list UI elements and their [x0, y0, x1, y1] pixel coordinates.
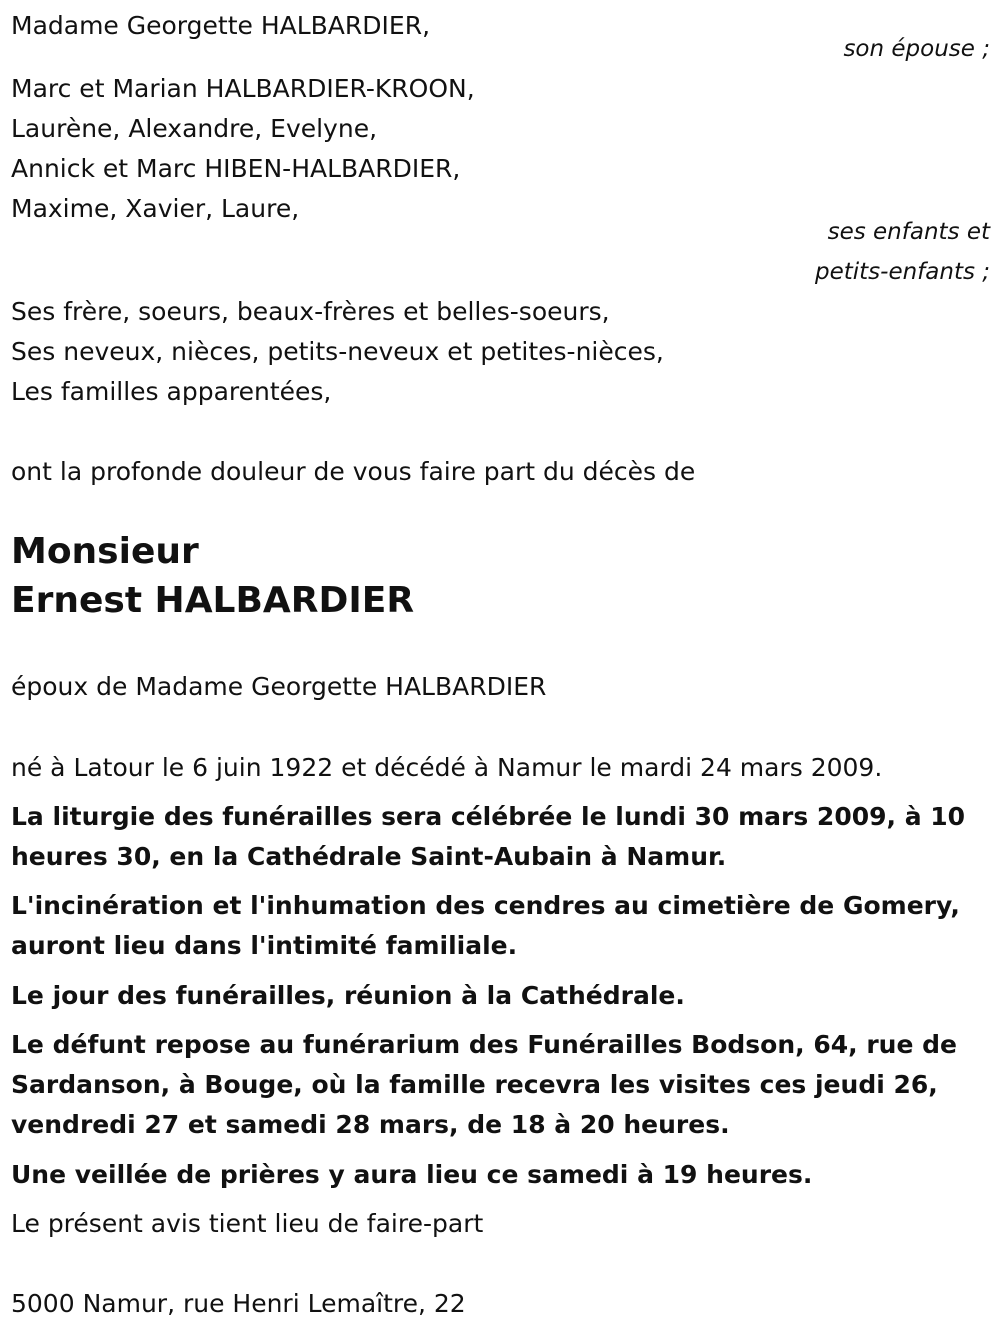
- deceased-name: Ernest HALBARDIER: [11, 580, 415, 621]
- spouse-name: Madame Georgette HALBARDIER,: [11, 11, 431, 40]
- visitation-details: Le défunt repose au funérarium des Funérailles Bodson, 64, rue de Sardanson, à Bouge, où la famille recevra les visites ces jeudi 26, vendredi 27 et samedi 28 mars, de 18 à 20 heures.: [11, 1030, 957, 1139]
- vigil-details: Une veillée de prières y aura lieu ce samedi à 19 heures.: [11, 1160, 813, 1189]
- children-role-line-1: ses enfants et: [827, 219, 990, 245]
- spouse-role: son épouse ;: [843, 36, 990, 62]
- children-role-line-2: petits-enfants ;: [814, 259, 990, 285]
- cremation-details: L'incinération et l'inhumation des cendres au cimetière de Gomery, auront lieu dans l'intimité familiale.: [11, 891, 960, 960]
- child-line: Maxime, Xavier, Laure,: [11, 194, 300, 223]
- announcement: ont la profonde douleur de vous faire part du décès de: [11, 457, 696, 486]
- relatives-line: Les familles apparentées,: [11, 377, 332, 406]
- meeting-details: Le jour des funérailles, réunion à la Cathédrale.: [11, 981, 685, 1010]
- child-line: Annick et Marc HIBEN-HALBARDIER,: [11, 154, 461, 183]
- spouse-of: époux de Madame Georgette HALBARDIER: [11, 672, 547, 701]
- relatives-line: Ses neveux, nièces, petits-neveux et petites-nièces,: [11, 337, 664, 366]
- relatives-line: Ses frère, soeurs, beaux-frères et belles-soeurs,: [11, 297, 610, 326]
- deceased-title: Monsieur: [11, 531, 199, 572]
- liturgy-details: La liturgie des funérailles sera célébrée le lundi 30 mars 2009, à 10 heures 30, en la Cathédrale Saint-Aubain à Namur.: [11, 802, 966, 871]
- notice-text: Le présent avis tient lieu de faire-part: [11, 1209, 484, 1238]
- child-line: Marc et Marian HALBARDIER-KROON,: [11, 74, 475, 103]
- address: 5000 Namur, rue Henri Lemaître, 22: [11, 1289, 466, 1318]
- child-line: Laurène, Alexandre, Evelyne,: [11, 114, 378, 143]
- birth-death: né à Latour le 6 juin 1922 et décédé à Namur le mardi 24 mars 2009.: [11, 753, 883, 782]
